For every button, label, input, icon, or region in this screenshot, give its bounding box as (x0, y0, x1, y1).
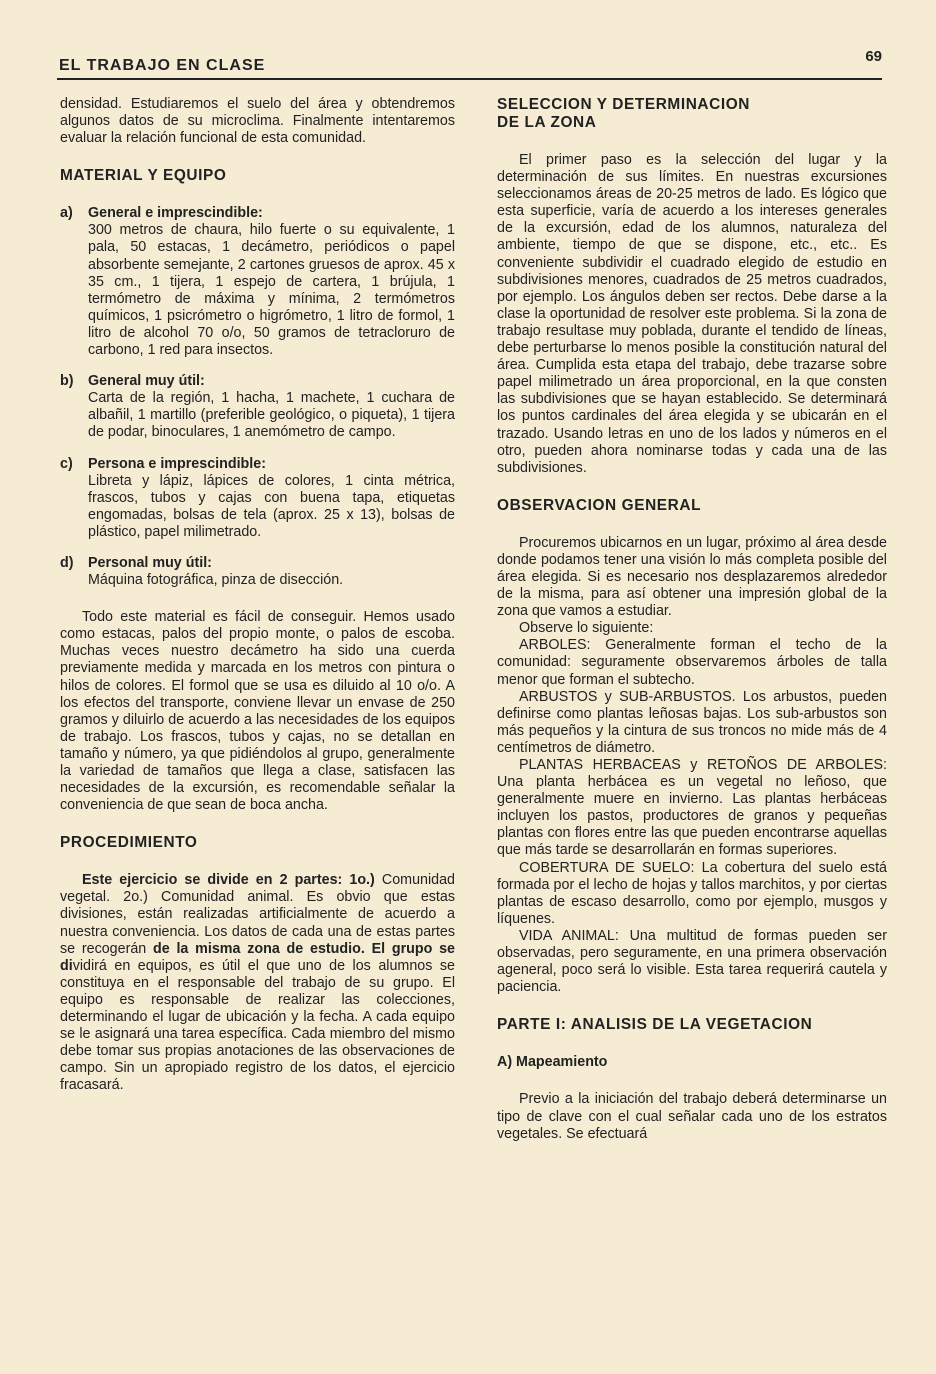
cobertura-paragraph: COBERTURA DE SUELO: La cobertura del suelo está formada por el lecho de hojas y tallos marchitos, y por ciertas plantas de escaso desarrollo, como por ejemplo, musgos y líquenes. (497, 859, 887, 927)
procedure-paragraph (60, 872, 455, 1094)
arboles-paragraph: ARBOLES: Generalmente forman el techo de la comunidad: seguramente observaremos árboles de talla menor que forman el subtecho. (497, 637, 887, 688)
mapeamiento-paragraph: Previo a la iniciación del trabajo deberá determinarse un tipo de clave con el cual señalar cada uno de los estratos vegetales. Se efectuará (497, 1091, 887, 1142)
item-label: a) (60, 205, 73, 222)
procedure-bold-mid: de la misma zona de estudio. El grupo se di (60, 940, 456, 974)
page-number: 69 (865, 48, 882, 65)
procedure-bold-lead: Este ejercicio se divide en 2 partes: 1o.) (82, 872, 375, 889)
observe-line: Observe lo siguiente: (519, 620, 654, 637)
selection-heading-line-1: SELECCION Y DETERMINACION (497, 96, 751, 113)
item-text: Carta de la región, 1 hacha, 1 machete, 1 cuchara de albañil, 1 martillo (preferible geológico, o piqueta), 1 tijera de podar, binoculares, 1 anemómetro de campo. (88, 390, 455, 441)
running-header (57, 48, 882, 80)
item-label: d) (60, 554, 74, 571)
material-item-a (60, 205, 455, 359)
intro-paragraph: densidad. Estudiaremos el suelo del área y obtendremos algunos datos de su microclima. Finalmente intentaremos evaluar la relación funcional de esta comunidad. (60, 96, 455, 147)
item-text: 300 metros de chaura, hilo fuerte o su equivalente, 1 pala, 50 estacas, 1 decámetro, periódicos o papel absorbente semejante, 2 cartones gruesos de aprox. 45 x 35 cm., 1 tijera, 1 espejo de cartera, 1 brújula, 1 termómetro de máxima y mínima, 2 termómetros químicos, 1 psicrómetro o higrómetro, 1 litro de formol, 1 litro de alcohol 70 o/o, 50 gramos de tetracloruro de carbono, 1 red para insectos. (88, 222, 455, 359)
mapeamiento-heading: A) Mapeamiento (497, 1054, 608, 1071)
procedure-text-a: Comunidad vegetal. 2o.) Comunidad animal. Es obvio que estas divisiones, están realizadas artificialmente de acuerdo a nuestra conveniencia. Los datos de cada una de estas partes se recogerán (60, 872, 456, 957)
material-paragraph: Todo este material es fácil de conseguir. Hemos usado como estacas, palos del propio monte, o palos de escoba. Muchas veces nuestro decámetro ha sido una cuerda previamente medida y marcada en los metros con pintura o hilos de colores. El formol que se usa es diluido al 10 o/o. A los efectos del transporte, conviene llevar un envase de 250 gramos y diluirlo de acuerdo a las necesidades de los equipos de trabajo. Los frascos, tubos y cajas, no se detallan en tamaño y número, ya que pidiéndolos al grupo, generalmente la variedad de tamaños que llega a clase, satisfacen las necesidades de la excursión, es recomendable señalar la conveniencia de que sean de boca ancha. (60, 609, 455, 814)
item-title: General e imprescindible: (88, 205, 263, 222)
procedure-text-b: vidirá en equipos, es útil el que uno de los alumnos se constituya en el responsable del trabajo de su grupo. El equipo es responsable de realizar las colecciones, determinando el lugar de ubicación y la fecha. A cada equipo se le asignará una tarea específica. Cada miembro del mismo debe tomar sus propias anotaciones de las observaciones de campo. Sin un apropiado registro de los datos, el ejercicio fracasará. (60, 957, 455, 1094)
item-title: General muy útil: (88, 373, 205, 390)
running-title: EL TRABAJO EN CLASE (59, 57, 266, 74)
material-heading: MATERIAL Y EQUIPO (60, 167, 227, 185)
item-label: c) (60, 455, 73, 472)
observation-paragraph: Procuremos ubicarnos en un lugar, próximo al área desde donde podamos tener una visión lo más completa posible del área elegida. Si es necesario nos desplazaremos alrededor de la misma, para así obtener una impresión global de la zona que vamos a estudiar. (497, 534, 887, 620)
left-column (60, 96, 455, 1095)
observation-heading: OBSERVACION GENERAL (497, 496, 702, 514)
arbustos-paragraph: ARBUSTOS y SUB-ARBUSTOS. Los arbustos, pueden definirse como plantas leñosas bajas. Los sub-arbustos son más pequeños y la cintura de sus troncos no mide más de 4 centímetros de diámetro. (497, 688, 887, 756)
procedure-heading: PROCEDIMIENTO (60, 834, 198, 852)
vida-animal-paragraph: VIDA ANIMAL: Una multitud de formas pueden ser observadas, pero seguramente, en una primera observación ageneral, poco será lo visible. Esta tarea requerirá cautela y paciencia. (497, 927, 887, 996)
item-text: Máquina fotográfica, pinza de disección. (88, 572, 344, 589)
material-item-b (60, 373, 455, 441)
item-title: Personal muy útil: (88, 554, 212, 571)
parte-heading: PARTE I: ANALISIS DE LA VEGETACION (497, 1016, 813, 1034)
right-column (497, 96, 887, 1143)
item-label: b) (60, 373, 74, 390)
selection-heading-line-2: DE LA ZONA (497, 114, 597, 131)
selection-paragraph: El primer paso es la selección del lugar y la determinación de sus límites. En nuestras excursiones seleccionamos áreas de 20-25 metros de lado. Es lógico que esta superficie, varía de acuerdo a los intereses generales de la excursión, edad de los alumnos, naturaleza del ambiente, tiempo de que se dispone, etc., etc.. Es conveniente subdividir el cuadrado elegido de estudio en subdivisiones menores, cuadrados de 25 metros cuadrados, por ejemplo. Los ángulos deben ser rectos. Debe darse a la clase la oportunidad de resolver este problema. Si la zona de trabajo resultase muy poblada, durante el tendido de líneas, debe perturbarse lo menos posible la constitución natural del área. Cumplida esta etapa del trabajo, debe trazarse sobre papel milimetrado un área proporcional, en la que consten las subdivisiones que se hayan establecido. Se determinará los puntos cardinales del área elegida y se ubicarán en el trazado. Usando letras en uno de los lados y números en el otro, pueden ahora nominarse todas y cada una de las subdivisiones. (497, 152, 887, 476)
herbaceas-paragraph: PLANTAS HERBACEAS y RETOÑOS DE ARBOLES: Una planta herbácea es un vegetal no leñoso, que generalmente muere en invierno. Las plantas herbáceas incluyen los pastos, productores de granos y pequeñas plantas con flores entre las que pueden encontrarse aquellas que más tarde se desarrollarán en formas superiores. (497, 757, 887, 859)
material-item-d (60, 555, 455, 589)
material-item-c (60, 456, 455, 541)
item-text: Libreta y lápiz, lápices de colores, 1 cinta métrica, frascos, tubos y cajas con buena tapa, etiquetas engomadas, bolsas de tela (aprox. 25 x 13), bolsas de plástico, papel milimetrado. (88, 472, 455, 540)
item-title: Persona e imprescindible: (88, 455, 266, 472)
